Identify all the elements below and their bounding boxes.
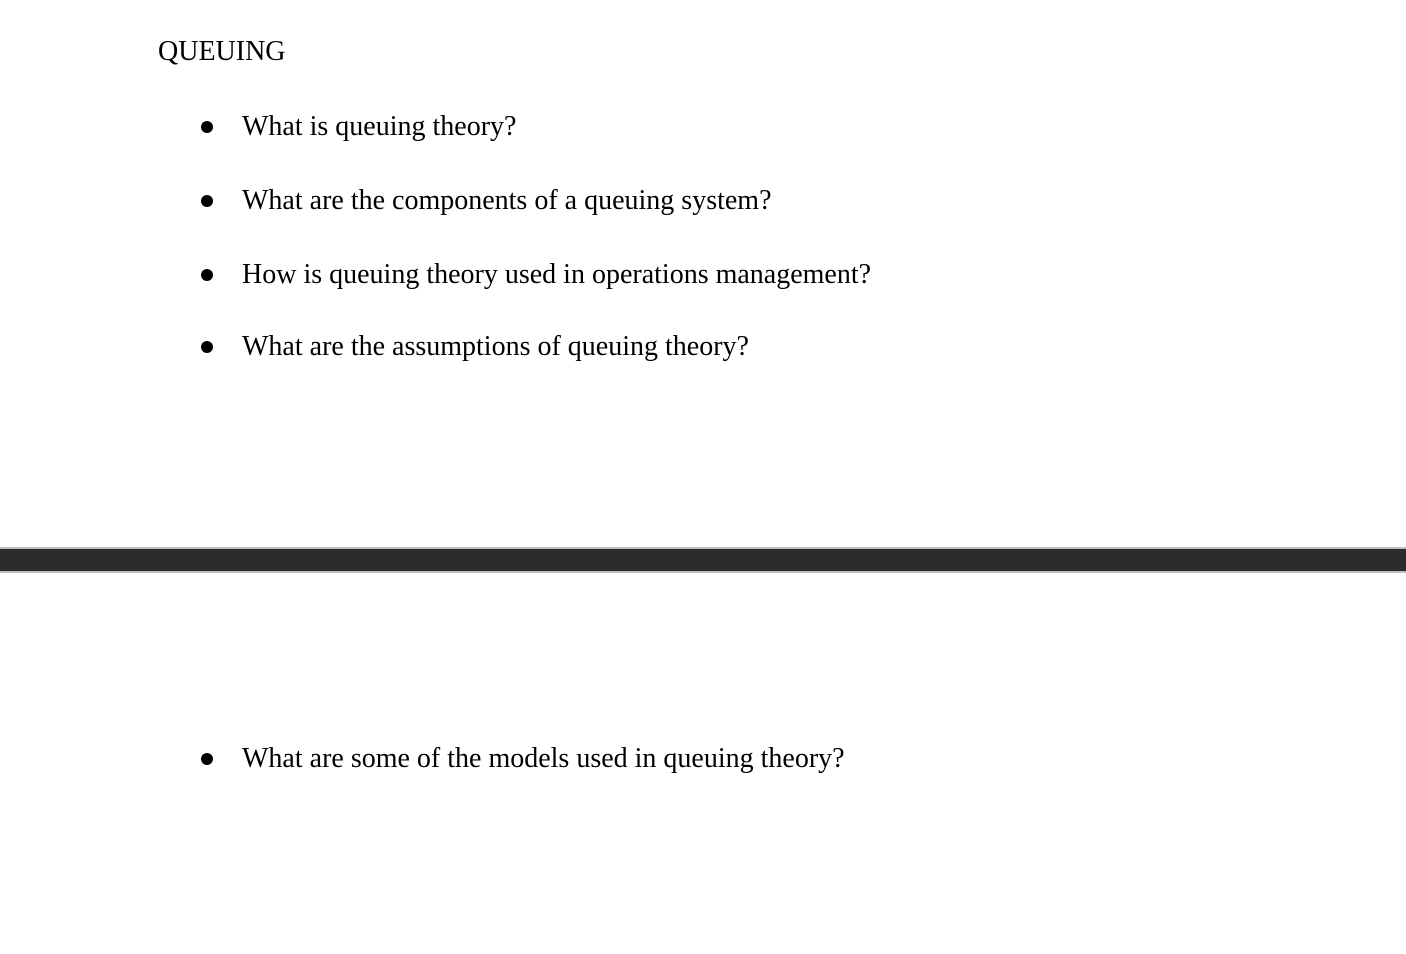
bullet-list-item — [198, 110, 516, 144]
bullet-list-item — [198, 258, 871, 292]
bullet-icon — [201, 341, 213, 353]
bullet-list-item — [198, 330, 749, 364]
bullet-text: What are the assumptions of queuing theory? — [242, 331, 749, 362]
bullet-text: What is queuing theory? — [242, 111, 517, 142]
bullet-icon — [201, 753, 213, 765]
document-page-2 — [0, 573, 1406, 954]
document-heading: QUEUING — [158, 36, 286, 67]
bullet-text: What are some of the models used in queuing theory? — [242, 743, 845, 774]
page-break-separator — [0, 547, 1406, 573]
bullet-list-item — [198, 742, 845, 776]
bullet-list-item — [198, 184, 772, 218]
bullet-text: How is queuing theory used in operations management? — [242, 259, 872, 290]
bullet-icon — [201, 121, 213, 133]
bullet-icon — [201, 195, 213, 207]
bullet-text: What are the components of a queuing system? — [242, 185, 772, 216]
bullet-icon — [201, 269, 213, 281]
